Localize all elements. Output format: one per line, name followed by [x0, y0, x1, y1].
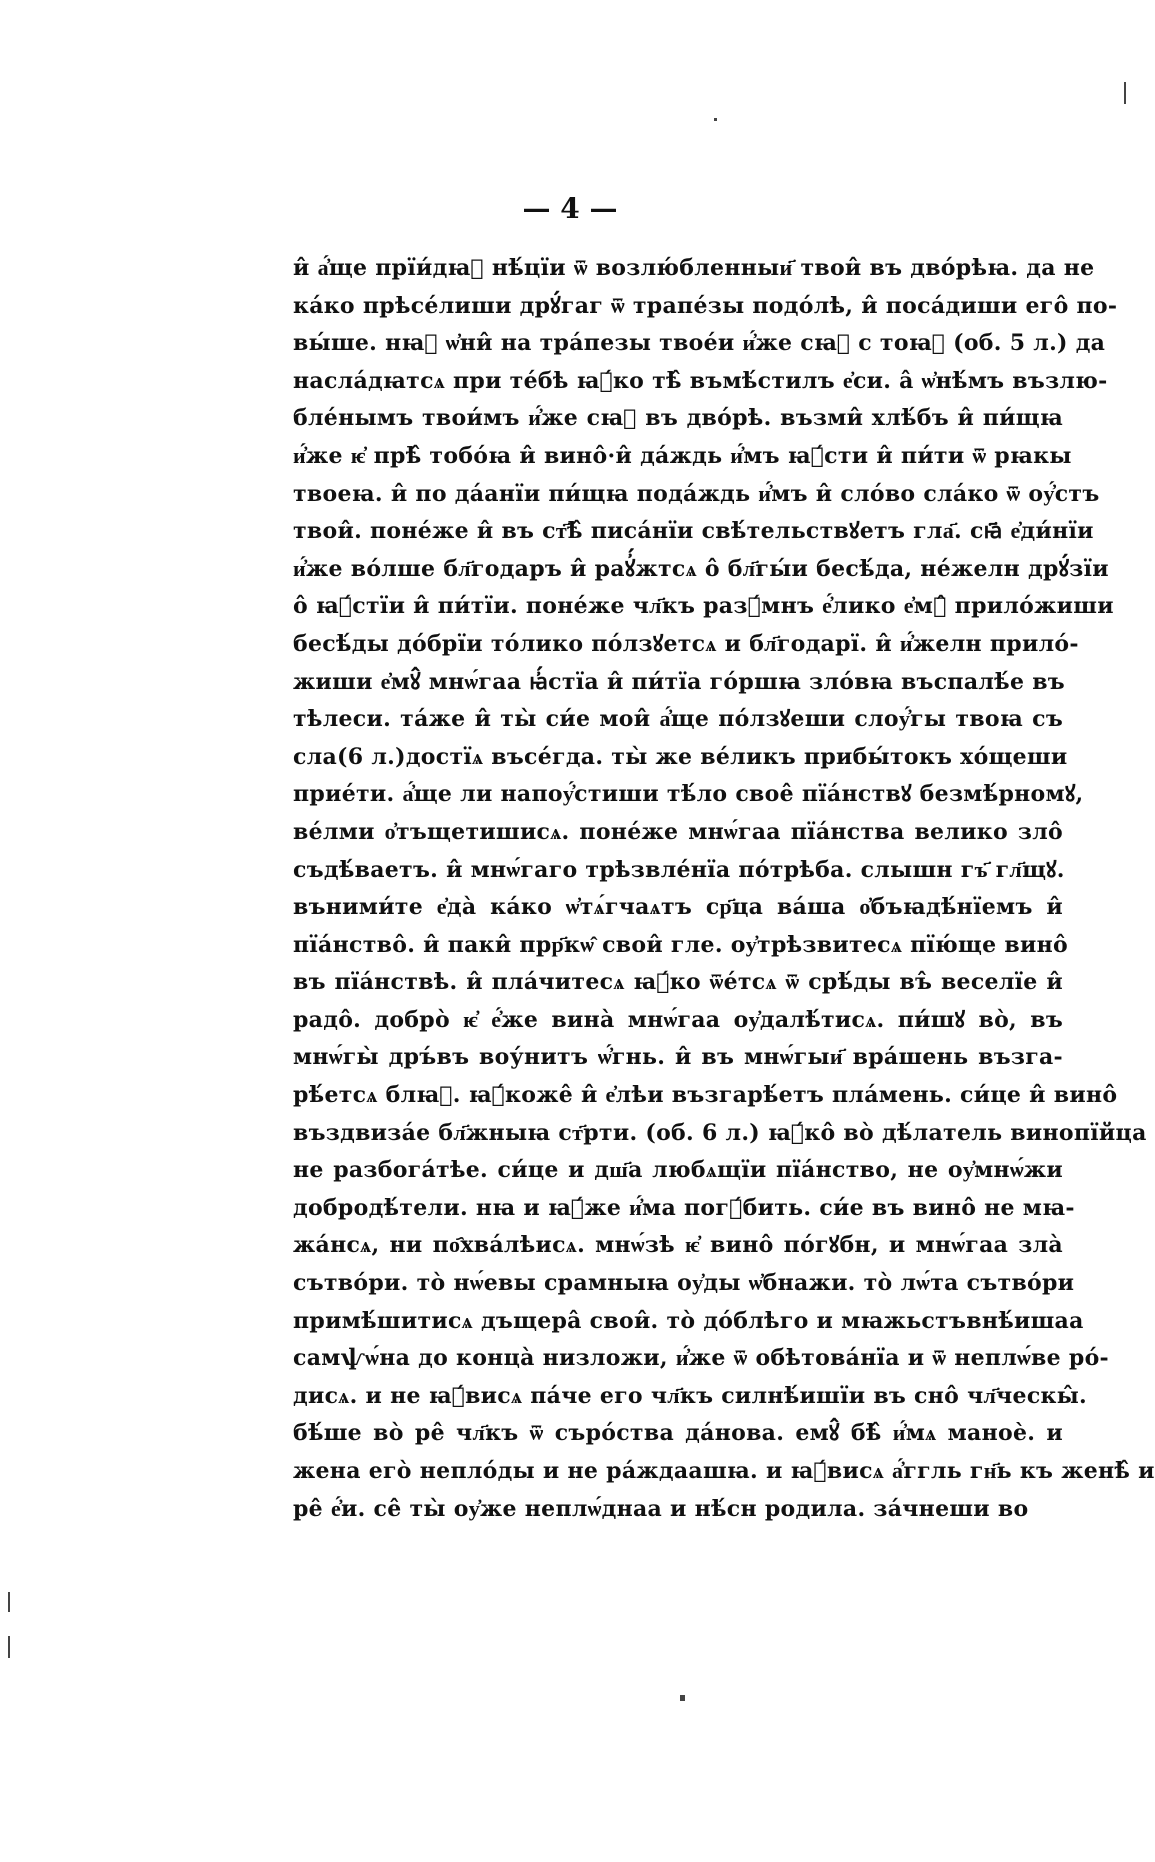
text-line: и҆́же во́лше бл҃годаръ и̂ раꙋ҆́жтсѧ о̂ бл҃гы́и бесѣ́да, не́желн дрꙋ́зїи: [293, 555, 1109, 582]
text-line: пїа́нство̂. и̂ паки̂ прр҃кѡ̂ свои̂ гле. оу҆трѣзвитесѧ пїю́ще вино̂: [293, 931, 1068, 958]
text-line: съдѣ́ваетъ. и̂ мнѡ́гаго трѣзвле́нїа по́трѣба. слышн гъ҃ гл҃щꙋ.: [293, 856, 1065, 883]
text-line: въздвиза́е бл҃жныꙗ ст҃рти. (об. 6 л.) ꙗ҆́ко̂ во̀ дѣ́латель винопїйца: [293, 1119, 1147, 1146]
text-line: не разбога́тѣе. си́це и дш҃а любѧщїи пїа́нство, не оу҆мнѡ́жи: [293, 1157, 1063, 1184]
text-line: тѣлеси. та́же и̂ ты̀ си́е мои̂ а҆́ще по́лзꙋеши слоу҆́гы твоꙗ съ: [293, 706, 1063, 733]
text-line: мнѡ́гы̀ дръ́въ воу́нитъ ѡ҆́гнь. и̂ въ мнѡ́гыи҃ вра́шень възга-: [293, 1044, 1063, 1071]
scan-mark: [8, 1592, 10, 1612]
text-line: и̂ а҆́ще прїи́дꙗ҃ нѣ́цїи ѿ возлю́бленныи҃ твои̂ въ дво́рѣꙗ. да не: [293, 255, 1095, 281]
text-line: сла(6 л.)достїѧ въсе́гда. ты̀ же ве́ликъ прибы́токъ хо́щеши: [293, 743, 1068, 770]
text-line: самѱѡ́на до конца̀ низложи, и҆́же ѿ обѣтова́нїа и ѿ неплѡ́ве ро́-: [293, 1345, 1109, 1372]
text-line: въ пїа́нствѣ. и̂ пла́читесѧ ꙗ҆́ко ѿе́тсѧ ѿ срѣ́ды въ̂ веселїе и̂: [293, 969, 1063, 996]
text-line: и҆́же ѥ҆ прѣ̂ тобо́ꙗ и̂ вино̂·и̂ да́ждь и҆́мъ ꙗ҆́сти и̂ пи́ти ѿ рꙗкы: [293, 442, 1072, 469]
text-line: насла́дꙗтсѧ при те́бѣ ꙗ҆́ко тѣ̂ въмѣ́стилъ е҆си. а̂ ѡ҆нѣ́мъ възлю-: [293, 367, 1108, 394]
text-line: жена его̀ непло́ды и не ра́ждаашꙗ. и ꙗ҆́висѧ а҆́ггль гн҃ь къ женѣ̂ и: [293, 1458, 1155, 1484]
text-line: дисѧ. и не ꙗ҆́висѧ па́че его чл҃къ силнѣ́ишїи въ сно̂ чл҃ческы̂.: [293, 1382, 1088, 1409]
text-line: добродѣ́тели. нꙗ и ꙗ҆́же и҆́ма погꙋ́бить. си́е въ вино̂ не мꙗ-: [293, 1194, 1075, 1221]
text-line: жиши е҆мꙋ̂ мнѡ́гаа ꙗ҆́стїа и̂ пи́тїа го́ршꙗ зло́вꙗ въспалѣ́е въ: [293, 668, 1065, 695]
text-line: жа́нсѧ, ни по҄хва́лѣисѧ. мнѡ́зѣ ѥ҆ вино̂ по́гꙋбн, и мнѡ́гаа зла̀: [293, 1232, 1063, 1259]
scan-mark: [8, 1636, 10, 1658]
text-line: въними́те е҆да̀ ка́ко ѡ҆тѧ́гчаѧтъ ср҃ца ва́ша о҆бъꙗдѣ́нїемъ и̂: [293, 894, 1063, 921]
text-line: прие́ти. а҆́ще ли напоу҆́стиши тѣ́ло свое̂ пїа́нствꙋ безмѣ́рномꙋ,: [293, 781, 1084, 808]
text-line: о̂ ꙗ҆́стїи и̂ пи́тїи. поне́же чл҃къ разꙋ́мнъ е҆́лико е҆мꙋ̂ прило́жиши: [293, 593, 1114, 620]
page-number: — 4 —: [522, 192, 618, 225]
scan-mark: [680, 1695, 685, 1701]
text-line: бесѣ́ды до́брїи то́лико по́лзꙋетсѧ и бл҃годарї. и̂ и҆́желн прило́-: [293, 630, 1079, 657]
text-line: ве́лми о҆тъщетишисѧ. поне́же мнѡ́гаа пїа́нства велико зло̂: [293, 818, 1063, 845]
text-line: примѣ́шитисѧ дъщера̂ свои̂. то̀ до́блѣго и мꙗжьстъвнѣ́ишаа: [293, 1307, 1084, 1334]
scan-mark: [714, 118, 717, 121]
body-text: [293, 250, 1155, 1528]
text-line: радо̂. добро̀ ѥ҆ е҆́же вина̀ мнѡ́гаа оу҆далѣ́тисѧ. пи́шꙋ во̀, въ: [293, 1006, 1063, 1033]
text-line: бѣ́ше во̀ ре̂ чл҃къ ѿ съро́ства да́нова. емꙋ̂ бѣ̂ и҆́мѧ маноѐ. и: [293, 1420, 1063, 1447]
text-line: сътво́ри. то̀ нѡ́евы срамныꙗ оу҆ды ѡ҆бнажи. то̀ лѡ́та сътво́ри: [293, 1270, 1075, 1297]
text-line: рѣ́етсѧ блꙗ҃. ꙗ҆́коже̂ и̂ е҆лѣи възгарѣ́етъ пла́мень. си́це и̂ вино̂: [293, 1082, 1118, 1109]
text-line: вы́ше. нꙗ҃ ѡ҆ни̂ на тра́пезы твое́и и҆́же сꙗ҃ с тоꙗ҃ (об. 5 л.) да: [293, 330, 1106, 357]
text-line: ре̂ е҆́и. се̂ ты̀ оу҆же неплѡ́днаа и нѣ́сн родила. за́чнеши во: [293, 1495, 1029, 1522]
text-line: ка́ко прѣсе́лиши дрꙋ́гаг ѿ трапе́зы подо́лѣ, и̂ поса́диши его̂ по-: [293, 292, 1118, 319]
scan-mark: [1124, 82, 1126, 104]
text-line: бле́нымъ твои́мъ и҆́же сꙗ҃ въ дво́рѣ. възми̂ хлѣ́бъ и̂ пи́щꙗ: [293, 405, 1063, 432]
text-line: твоеꙗ. и̂ по да́анїи пи́щꙗ пода́ждь и҆́мъ и̂ сло́во сла́ко ѿ оу҆́стъ: [293, 480, 1100, 507]
text-line: твои̂. поне́же и̂ въ ст҃ѣ̂ писа́нїи свѣ́тельствꙋетъ гла҃. сꙗ҃ е҆ди́нїи: [293, 518, 1094, 545]
